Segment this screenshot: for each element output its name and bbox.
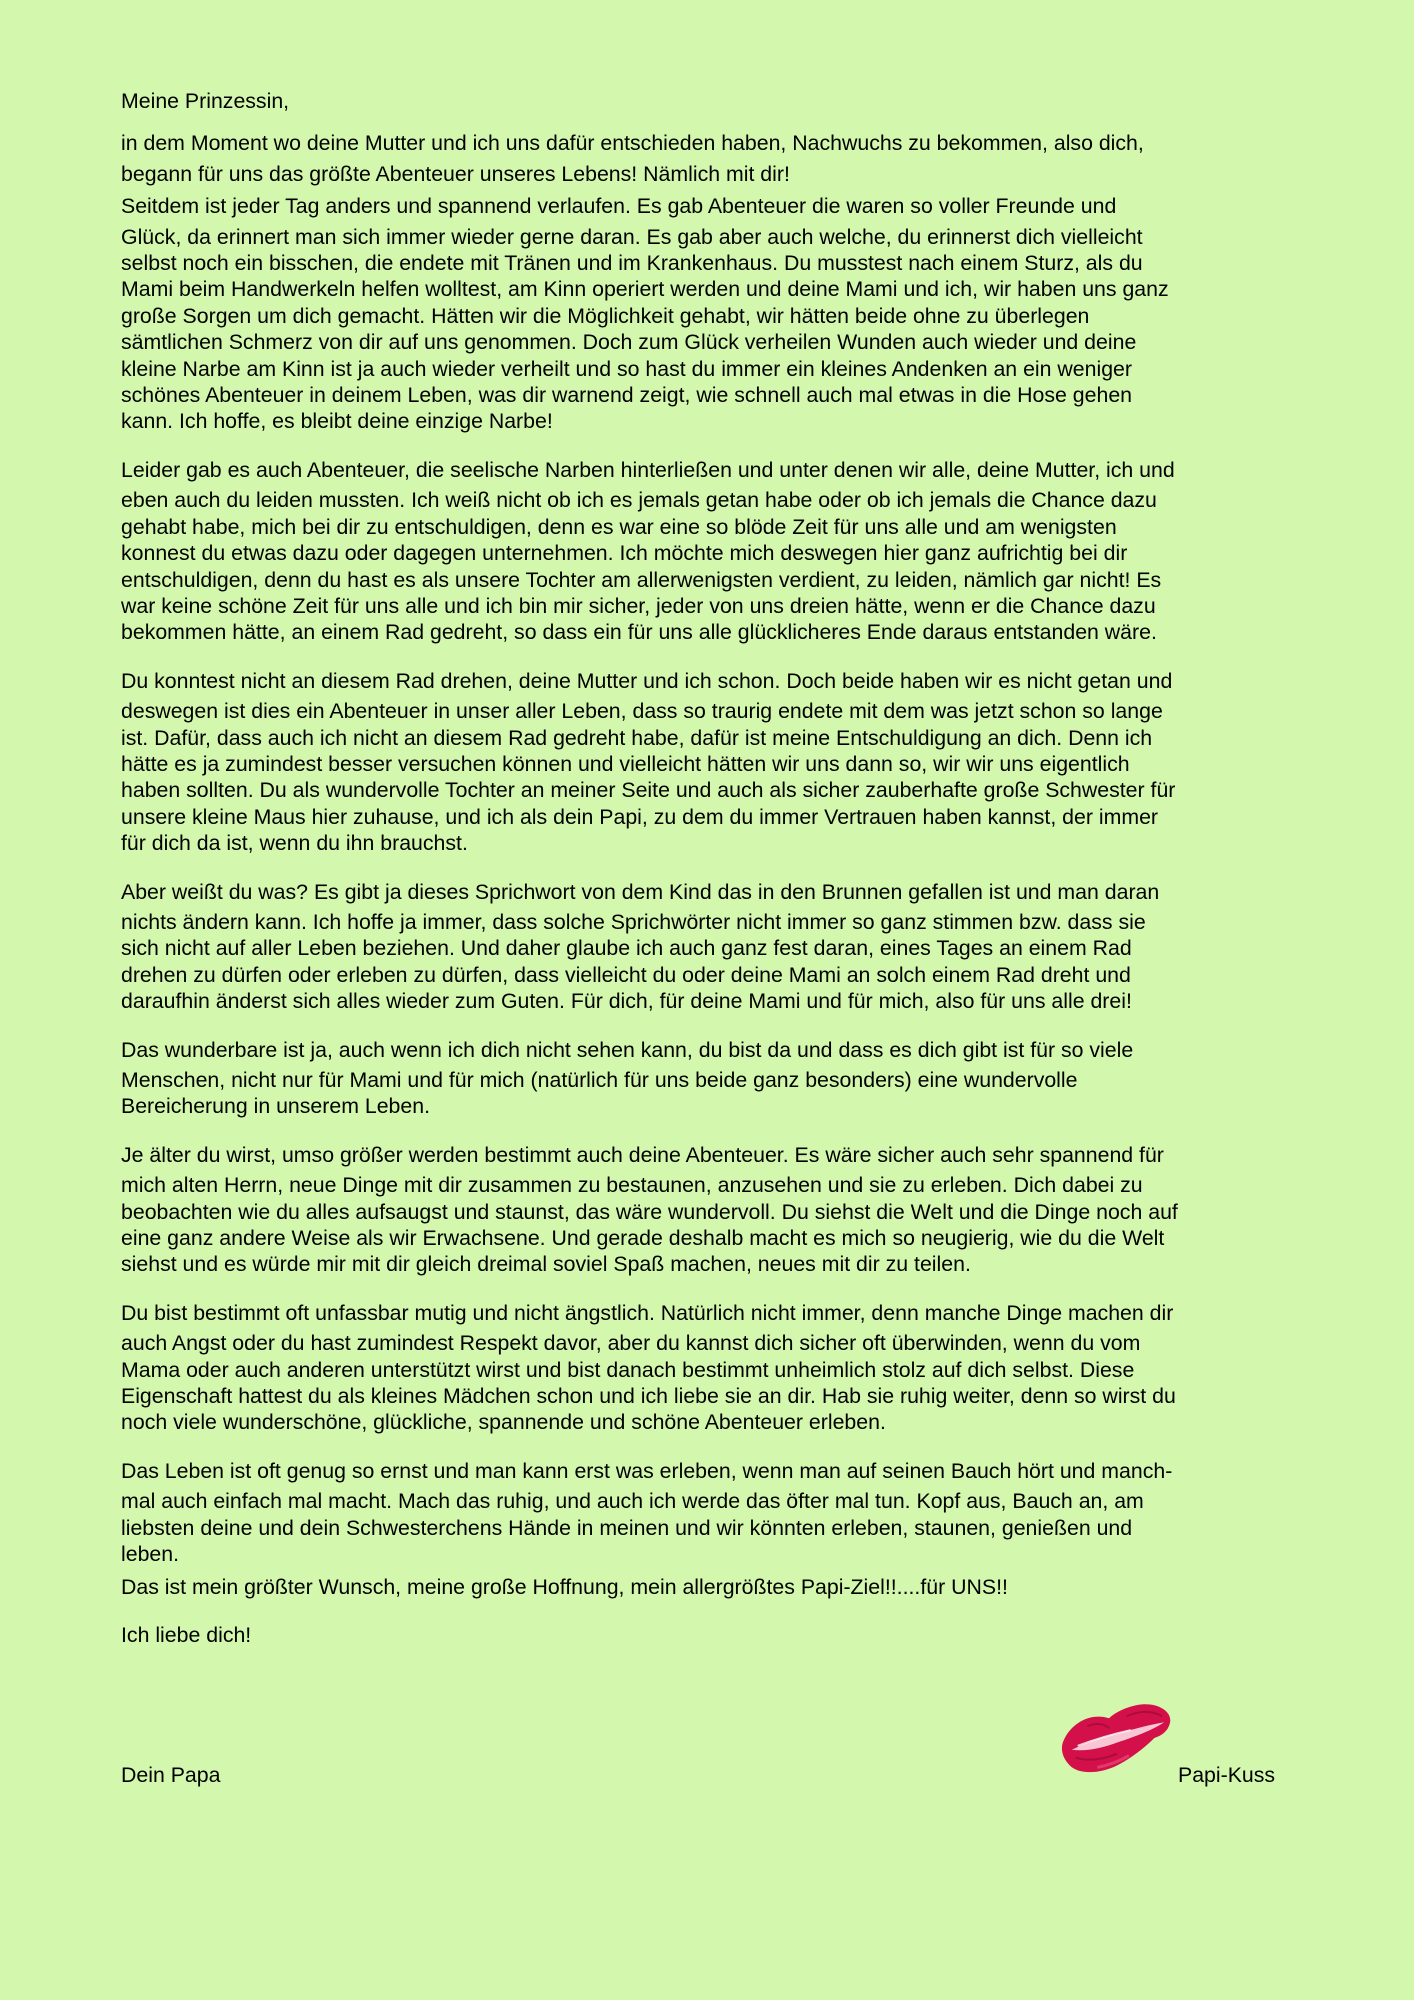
paragraph-line: begann für uns das größte Abenteuer unseres Lebens! Nämlich mit dir! bbox=[121, 161, 790, 186]
letter-paragraph bbox=[121, 457, 1301, 646]
letter-paragraph bbox=[121, 668, 1301, 857]
signature-left: Dein Papa bbox=[121, 1763, 221, 1787]
paragraph-line: sich nicht auf aller Leben beziehen. Und daher glaube ich auch ganz fest daran, eines Tages an einem Rad bbox=[121, 936, 1132, 961]
paragraph-line: siehst und es würde mir mit dir gleich dreimal soviel Spaß machen, neues mit dir zu teilen. bbox=[121, 1252, 971, 1277]
paragraph-line: Das ist mein größter Wunsch, meine große Hoffnung, mein allergrößtes Papi-Ziel!!....für UNS!! bbox=[121, 1574, 1008, 1599]
paragraph-line: Das wunderbare ist ja, auch wenn ich dich nicht sehen kann, du bist da und dass es dich gibt ist für so viele bbox=[121, 1037, 1134, 1062]
paragraph-line: auch Angst oder du hast zumindest Respekt davor, aber du kannst dich sicher oft überwinden, wenn du vom bbox=[121, 1331, 1141, 1356]
paragraph-line: schönes Abenteuer in deinem Leben, was dir warnend zeigt, wie schnell auch mal etwas in die Hose gehen bbox=[121, 383, 1133, 408]
paragraph-line: war keine schöne Zeit für uns alle und ich bin mir sicher, jeder von uns dreien hätte, wenn er die Chance dazu bbox=[121, 593, 1156, 618]
paragraph-line: eine ganz andere Weise als wir Erwachsene. Und gerade deshalb macht es mich so neugierig, wie du die Welt bbox=[121, 1226, 1165, 1251]
paragraph-line: Je älter du wirst, umso größer werden bestimmt auch deine Abenteuer. Es wäre sicher auch sehr spannend für bbox=[121, 1142, 1164, 1167]
letter-paragraph bbox=[121, 1458, 1301, 1568]
paragraph-line: Leider gab es auch Abenteuer, die seelische Narben hinterließen und unter denen wir alle, deine Mutter, ich und bbox=[121, 457, 1175, 482]
paragraph-line: mich alten Herrn, neue Dinge mit dir zusammen zu bestaunen, anzusehen und sie zu erleben. Dich dabei zu bbox=[121, 1173, 1143, 1198]
paragraph-line: in dem Moment wo deine Mutter und ich uns dafür entschieden haben, Nachwuchs zu bekommen, also dich, bbox=[121, 131, 1144, 156]
paragraph-line: sämtlichen Schmerz von dir auf uns genommen. Doch zum Glück verheilen Wunden auch wieder und deine bbox=[121, 330, 1137, 355]
signature-right: Papi-Kuss bbox=[1178, 1763, 1276, 1787]
paragraph-line: konnest du etwas dazu oder dagegen unternehmen. Ich möchte mich deswegen hier ganz aufrichtig bei dir bbox=[121, 541, 1128, 566]
paragraph-line: Eigenschaft hattest du als kleines Mädchen schon und ich liebe sie an dir. Hab sie ruhig weiter, denn so wirst du bbox=[121, 1384, 1176, 1409]
paragraph-line: Du konntest nicht an diesem Rad drehen, deine Mutter und ich schon. Doch beide haben wir es nicht getan und bbox=[121, 668, 1173, 693]
letter-paragraph bbox=[121, 1574, 1301, 1600]
paragraph-line: deswegen ist dies ein Abenteuer in unser aller Leben, dass so traurig endete mit dem was jetzt schon so lange bbox=[121, 699, 1163, 724]
paragraph-line: mal auch einfach mal macht. Mach das ruhig, und auch ich werde das öfter mal tun. Kopf aus, Bauch an, am bbox=[121, 1489, 1144, 1514]
letter-paragraph bbox=[121, 1037, 1301, 1120]
paragraph-line: eben auch du leiden mussten. Ich weiß nicht ob ich es jemals getan habe oder ob ich jemals die Chance dazu bbox=[121, 488, 1157, 513]
paragraph-line: Du bist bestimmt oft unfassbar mutig und nicht ängstlich. Natürlich nicht immer, denn manche Dinge machen dir bbox=[121, 1300, 1174, 1325]
paragraph-line: nichts ändern kann. Ich hoffe ja immer, dass solche Sprichwörter nicht immer so ganz stimmen bzw. dass sie bbox=[121, 909, 1146, 934]
paragraph-line: Ich liebe dich! bbox=[121, 1622, 252, 1647]
paragraph-line: Glück, da erinnert man sich immer wieder gerne daran. Es gab aber auch welche, du erinnerst dich vielleicht bbox=[121, 224, 1143, 249]
letter-paragraph bbox=[121, 1300, 1301, 1436]
paragraph-line: bekommen hätte, an einem Rad gedreht, so dass ein für uns alle glücklicheres Ende daraus entstanden wäre. bbox=[121, 620, 1157, 645]
paragraph-line: Mami beim Handwerkeln helfen wolltest, am Kinn operiert werden und deine Mami und ich, wir haben uns ganz bbox=[121, 277, 1169, 302]
paragraph-line: drehen zu dürfen oder erleben zu dürfen, dass vielleicht du oder deine Mami an solch einem Rad dreht und bbox=[121, 962, 1131, 987]
paragraph-line: leben. bbox=[121, 1542, 180, 1567]
paragraph-line: hätte es ja zumindest besser versuchen können und vielleicht hätten wir uns dann so, wir wir uns eigentlich bbox=[121, 751, 1130, 776]
paragraph-line: liebsten deine und dein Schwesterchens Hände in meinen und wir könnten erleben, staunen, genießen und bbox=[121, 1515, 1133, 1540]
paragraph-line: selbst noch ein bisschen, die endete mit Tränen und im Krankenhaus. Du musstest nach einem Sturz, als du bbox=[121, 251, 1143, 276]
letter-paragraph bbox=[121, 130, 1301, 187]
letter-paragraph bbox=[121, 879, 1301, 1015]
paragraph-line: gehabt habe, mich bei dir zu entschuldigen, denn es war eine so blöde Zeit für uns alle und am wenigsten bbox=[121, 514, 1117, 539]
paragraph-line: daraufhin änderst sich alles wieder zum Guten. Für dich, für deine Mami und für mich, also für uns alle drei! bbox=[121, 989, 1132, 1014]
paragraph-line: beobachten wie du alles aufsaugst und staunst, das wäre wundervoll. Du siehst die Welt und die Dinge noch auf bbox=[121, 1199, 1178, 1224]
paragraph-line: Bereicherung in unserem Leben. bbox=[121, 1094, 431, 1119]
paragraph-line: entschuldigen, denn du hast es als unsere Tochter am allerwenigsten verdient, zu leiden, nämlich gar nicht! Es bbox=[121, 567, 1162, 592]
paragraph-line: ist. Dafür, dass auch ich nicht an diesem Rad gedreht habe, dafür ist meine Entschuldigung an dich. Denn ich bbox=[121, 725, 1153, 750]
paragraph-line: große Sorgen um dich gemacht. Hätten wir die Möglichkeit gehabt, wir hätten beide ohne zu überlegen bbox=[121, 303, 1090, 328]
paragraph-line: kleine Narbe am Kinn ist ja auch wieder verheilt und so hast du immer ein kleines Andenken an ein weniger bbox=[121, 356, 1132, 381]
paragraph-line: kann. Ich hoffe, es bleibt deine einzige Narbe! bbox=[121, 409, 553, 434]
letter-paragraph bbox=[121, 193, 1301, 435]
letter-body bbox=[121, 88, 1301, 1670]
paragraph-line: Seitdem ist jeder Tag anders und spannend verlaufen. Es gab Abenteuer die waren so voller Freunde und bbox=[121, 194, 1117, 219]
letter-paragraph bbox=[121, 1622, 1301, 1648]
lipstick-kiss-icon bbox=[1058, 1692, 1176, 1780]
paragraph-line: für dich da ist, wenn du ihn brauchst. bbox=[121, 831, 468, 856]
paragraph-line: Das Leben ist oft genug so ernst und man kann erst was erleben, wenn man auf seinen Bauch hört und manch- bbox=[121, 1458, 1173, 1483]
letter-paragraphs bbox=[121, 130, 1301, 1648]
paragraph-line: unsere kleine Maus hier zuhause, und ich als dein Papi, zu dem du immer Vertrauen haben kannst, der immer bbox=[121, 804, 1159, 829]
paragraph-line: noch viele wunderschöne, glückliche, spannende und schöne Abenteuer erleben. bbox=[121, 1410, 886, 1435]
letter-greeting: Meine Prinzessin, bbox=[121, 89, 290, 113]
paragraph-line: Aber weißt du was? Es gibt ja dieses Sprichwort von dem Kind das in den Brunnen gefallen ist und man daran bbox=[121, 879, 1160, 904]
paragraph-line: Mama oder auch anderen unterstützt wirst und bist danach bestimmt unheimlich stolz auf dich selbst. Diese bbox=[121, 1357, 1135, 1382]
paragraph-line: Menschen, nicht nur für Mami und für mich (natürlich für uns beide ganz besonders) eine wundervolle bbox=[121, 1068, 1078, 1092]
paragraph-line: haben sollten. Du als wundervolle Tochter an meiner Seite und auch als sicher zauberhafte große Schwester für bbox=[121, 778, 1176, 803]
letter-paragraph bbox=[121, 1142, 1301, 1278]
